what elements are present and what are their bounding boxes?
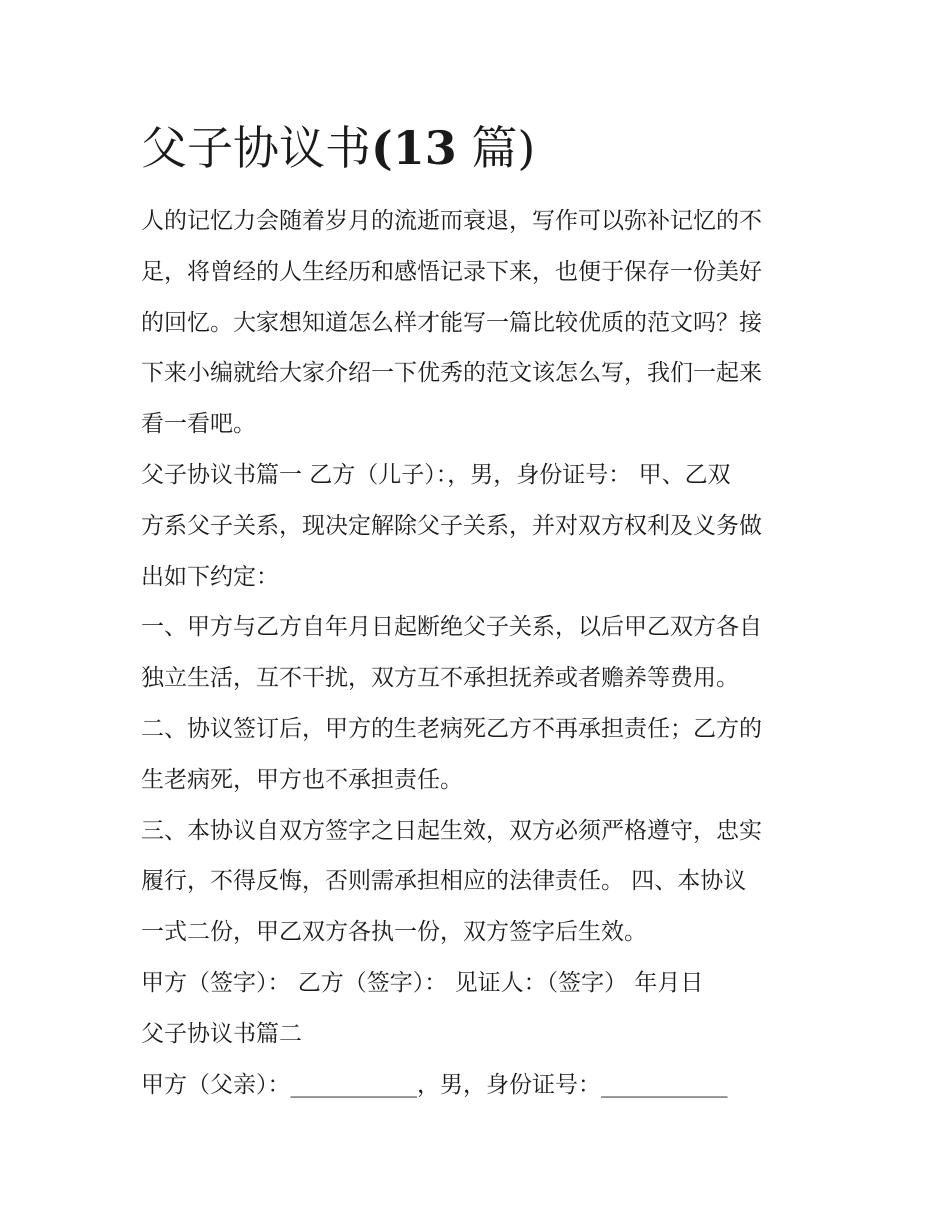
body-line: 甲方（签字）： 乙方（签字）： 见证人：（签字） 年月日 <box>141 969 704 996</box>
body-line: 甲方（父亲）：___________，男，身份证号：___________ <box>141 1071 728 1098</box>
body-line: 出如下约定： <box>141 563 279 590</box>
body-line: 方系父子关系，现决定解除父子关系，并对双方权利及义务做 <box>141 512 762 539</box>
body-line: 一、甲方与乙方自年月日起断绝父子关系，以后甲乙双方各自 <box>141 614 762 641</box>
body-line: 三、本协议自双方签字之日起生效，双方必须严格遵守，忠实 <box>141 817 762 844</box>
document-title <box>141 118 535 178</box>
body-line: 人的记忆力会随着岁月的流逝而衰退，写作可以弥补记忆的不 <box>141 208 762 234</box>
title-suffix: 篇) <box>456 121 536 175</box>
title-number: (13 <box>371 121 457 175</box>
body-line: 父子协议书篇一 乙方（儿子）：，男，身份证号： 甲、乙双 <box>141 461 731 488</box>
body-line: 履行，不得反悔，否则需承担相应的法律责任。 四、本协议 <box>141 868 747 895</box>
body-line: 足，将曾经的人生经历和感悟记录下来，也便于保存一份美好 <box>141 258 762 285</box>
body-line: 生老病死，甲方也不承担责任。 <box>141 766 463 793</box>
body-line: 一式二份，甲乙双方各执一份，双方签字后生效。 <box>141 919 647 946</box>
body-line: 父子协议书篇二 <box>141 1020 302 1047</box>
body-line: 的回忆。大家想知道怎么样才能写一篇比较优质的范文吗？接 <box>141 309 762 336</box>
title-text: 父子协议书 <box>141 121 371 175</box>
body-line: 看一看吧。 <box>141 411 256 438</box>
document-body <box>141 196 821 1110</box>
body-line: 下来小编就给大家介绍一下优秀的范文该怎么写，我们一起来 <box>141 360 762 387</box>
body-line: 独立生活，互不干扰，双方互不承担抚养或者赡养等费用。 <box>141 665 739 692</box>
body-line: 二、协议签订后，甲方的生老病死乙方不再承担责任；乙方的 <box>141 715 762 742</box>
